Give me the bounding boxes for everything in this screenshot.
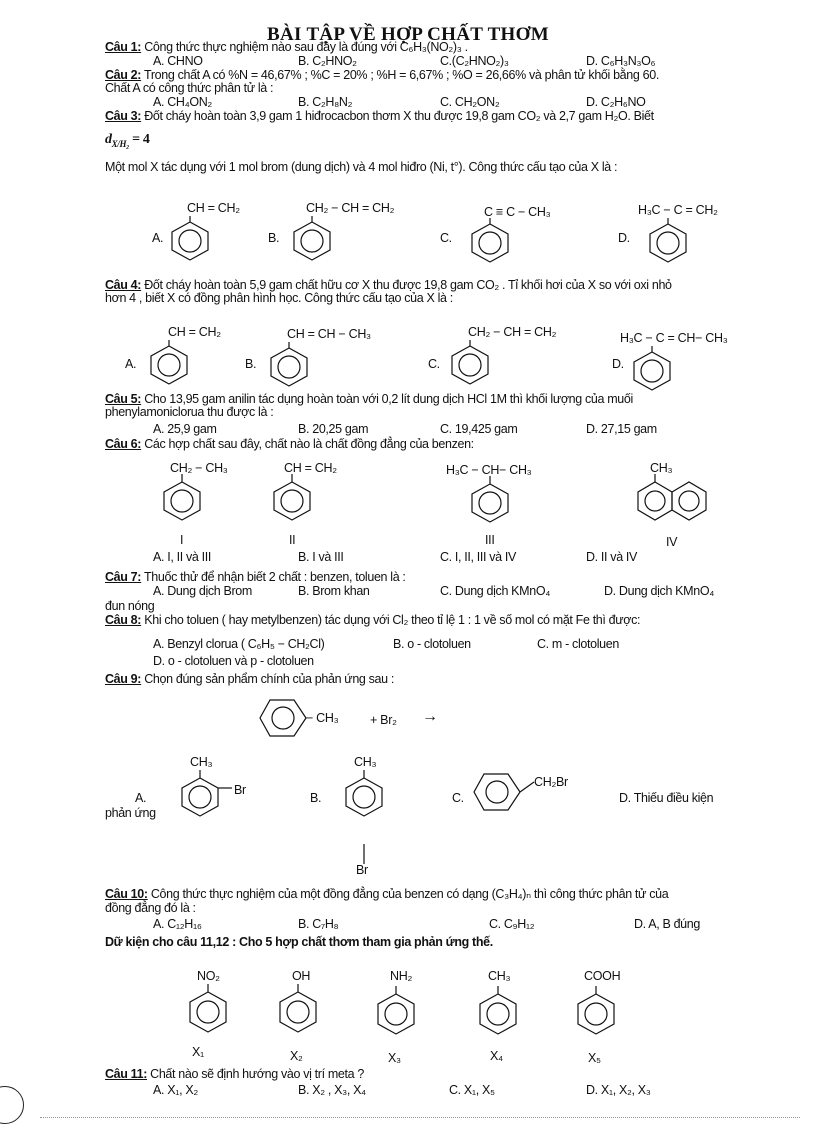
- option-b: B. o - clotoluen: [393, 637, 471, 651]
- benzene-ring-icon: [368, 984, 424, 1044]
- substituent: CH₂ − CH₃: [170, 461, 228, 475]
- question-text-2: phenylamoniclorua thu được là :: [105, 405, 274, 419]
- reactant-bromine: + Br₂: [370, 713, 397, 727]
- option-a: A. X₁, X₂: [153, 1083, 198, 1097]
- methyl-label: CH₃: [190, 755, 213, 769]
- option-b: B. 20,25 gam: [298, 422, 369, 436]
- question-text-2: Chất A có công thức phân tử là :: [105, 81, 274, 95]
- option-c: C. X₁, X₅: [449, 1083, 495, 1097]
- question-text-2: Một mol X tác dụng với 1 mol brom (dung dịch) và 4 mol hiđro (Ni, t°). Công thức cấu tạo của X là :: [105, 160, 618, 174]
- reaction-arrow: →: [422, 708, 438, 725]
- option-d: D. Thiếu điều kiện: [619, 791, 714, 805]
- question-text: Đốt cháy hoàn toàn 3,9 gam 1 hiđrocacbon thơm X thu được 19,8 gam CO₂ và 2,7 gam H₂O. Biết: [144, 109, 654, 123]
- substituent: CH₃: [650, 461, 673, 475]
- question-text: Đốt cháy hoàn toàn 5,9 gam chất hữu cơ X thu được 19,8 gam CO₂ . Tỉ khối hơi của X so với oxi nhỏ: [144, 278, 672, 292]
- compound-name: X₁: [192, 1045, 204, 1059]
- option-a: A. Benzyl clorua ( C₆H₅ − CH₂Cl): [153, 637, 325, 651]
- question-text: Các hợp chất sau đây, chất nào là chất đồng đẳng của benzen:: [144, 437, 474, 451]
- option-b: B. C₂HNO₂: [298, 54, 357, 68]
- page-corner-mark: [0, 1086, 24, 1124]
- option-d: D. 27,15 gam: [586, 422, 657, 436]
- question-label: Câu 5:: [105, 392, 142, 406]
- substituent: H₃C − C = CH₂: [638, 203, 718, 217]
- question-8: [105, 614, 640, 627]
- question-10: [105, 888, 668, 901]
- substituent: H₃C − C = CH− CH₃: [620, 331, 728, 345]
- benzene-ring-icon: [258, 696, 310, 740]
- benzene-ring-icon: [642, 214, 692, 264]
- question-3: [105, 110, 654, 123]
- substituent: OH: [292, 969, 311, 983]
- benzene-ring-icon: [626, 342, 676, 392]
- question-label: Câu 4:: [105, 278, 142, 292]
- question-7: [105, 571, 406, 584]
- option-d-continued: đun nóng: [105, 599, 155, 613]
- substituent: CH = CH₂: [168, 325, 221, 339]
- question-text: Công thức thực nghiệm của một đồng đẳng của benzen có dạng (C₃H₄)ₙ thì công thức phân tử của: [150, 887, 669, 901]
- option-key: A.: [152, 231, 164, 245]
- benzene-ring-icon: [266, 472, 316, 522]
- benzene-ring-icon: [143, 336, 193, 386]
- option-b: B. C₇H₈: [298, 917, 339, 931]
- compound-name: X₄: [490, 1049, 503, 1063]
- option-b-key: B.: [310, 791, 322, 805]
- question-9: [105, 673, 394, 686]
- question-label: Câu 10:: [105, 887, 148, 901]
- question-text: Thuốc thử để nhận biết 2 chất : benzen, toluen là :: [141, 570, 406, 584]
- option-c: C. C₉H₁₂: [489, 917, 535, 931]
- benzene-ring-icon: [568, 984, 624, 1044]
- option-c: C. Dung dịch KMnO₄: [440, 584, 550, 598]
- formula-sub: X/H₂: [111, 138, 129, 149]
- question-label: Câu 11:: [105, 1067, 148, 1081]
- benzene-ring-icon: [336, 766, 396, 876]
- benzene-ring-icon: [180, 982, 236, 1042]
- option-b: B. I và III: [298, 550, 344, 564]
- option-d: D. X₁, X₂, X₃: [586, 1083, 651, 1097]
- benzene-ring-icon: [164, 212, 214, 262]
- bromo-label: Br: [356, 863, 368, 877]
- option-key: D.: [612, 357, 624, 371]
- footer-dotted-line: [40, 1117, 800, 1118]
- substituent: CH = CH − CH₃: [287, 327, 371, 341]
- option-key: D.: [618, 231, 630, 245]
- question-text: Công thức thực nghiệm nào sau đây là đúng với C₆H₃(NO₂)₃ .: [144, 40, 468, 54]
- benzene-ring-icon: [162, 472, 212, 522]
- question-label: Câu 9:: [105, 672, 142, 686]
- substituent: C ≡ C − CH₃: [484, 205, 551, 219]
- option-c: C. m - clotoluen: [537, 637, 619, 651]
- question-text: Khi cho toluen ( hay metylbenzen) tác dụng với Cl₂ theo tỉ lệ 1 : 1 về số mol có mặt Fe thì được:: [144, 613, 641, 627]
- option-a: A. C₁₂H₁₆: [153, 917, 202, 931]
- roman-numeral: IV: [666, 535, 678, 549]
- bromo-label: Br: [234, 783, 246, 797]
- option-a-text: phản ứng: [105, 806, 156, 820]
- benzene-ring-icon: [464, 214, 514, 264]
- question-label: Câu 1:: [105, 40, 142, 54]
- page-title: BÀI TẬP VỀ HỢP CHẤT THƠM: [267, 24, 549, 45]
- option-b: B. Brom khan: [298, 584, 370, 598]
- option-d: D. Dung dịch KMnO₄: [604, 584, 714, 598]
- option-key: C.: [428, 357, 440, 371]
- option-d: D. A, B đúng: [634, 917, 700, 931]
- compound-name: X₃: [388, 1051, 401, 1065]
- formula-d: d: [105, 132, 112, 147]
- option-b: B. C₂H₈N₂: [298, 95, 353, 109]
- option-d: D. C₆H₃N₃O₆: [586, 54, 656, 68]
- benzene-ring-icon: [444, 336, 494, 386]
- substituent: CH₂ − CH = CH₂: [468, 325, 557, 339]
- option-a: A. CHNO: [153, 54, 203, 68]
- benzene-ring-icon: [286, 212, 336, 262]
- methyl-label: CH₃: [354, 755, 377, 769]
- substituent: NH₂: [390, 969, 413, 983]
- question-label: Câu 2:: [105, 68, 142, 82]
- question-1: [105, 41, 468, 54]
- question-text-2: hơn 4 , biết X có đồng phân hình học. Công thức cấu tạo của X là :: [105, 291, 453, 305]
- question-text-2: đồng đẳng đó là :: [105, 901, 196, 915]
- substituent: NO₂: [197, 969, 220, 983]
- question-6: [105, 438, 474, 451]
- compound-name: X₅: [588, 1051, 601, 1065]
- option-a: A. 25,9 gam: [153, 422, 217, 436]
- option-c: C. I, II, III và IV: [440, 550, 517, 564]
- substituent: COOH: [584, 969, 621, 983]
- option-key: A.: [125, 357, 137, 371]
- option-a-key: A.: [135, 791, 147, 805]
- roman-numeral: I: [180, 533, 184, 547]
- option-d: D. C₂H₆NO: [586, 95, 646, 109]
- option-d: D. o - clotoluen và p - clotoluen: [153, 654, 314, 668]
- option-a: A. CH₄ON₂: [153, 95, 212, 109]
- substituent: CH₃: [488, 969, 511, 983]
- reactant-substituent: − CH₃: [306, 711, 339, 725]
- substituent: CH = CH₂: [187, 201, 240, 215]
- question-label: Câu 6:: [105, 437, 142, 451]
- benzene-ring-icon: [470, 984, 526, 1044]
- roman-numeral: III: [485, 533, 495, 547]
- benzene-ring-icon: [263, 338, 313, 388]
- benzene-ring-icon: [270, 982, 326, 1042]
- roman-numeral: II: [289, 533, 296, 547]
- option-key: B.: [268, 231, 280, 245]
- question-text: Trong chất A có %N = 46,67% ; %C = 20% ; %H = 6,67% ; %O = 26,66% và phân tử khối bằng 60.: [144, 68, 659, 82]
- data-note-11-12: Dữ kiện cho câu 11,12 : Cho 5 hợp chất thơm tham gia phản ứng thế.: [105, 935, 493, 949]
- substituent: CH₂ − CH = CH₂: [306, 201, 395, 215]
- question-text: Cho 13,95 gam anilin tác dụng hoàn toàn với 0,2 lít dung dịch HCl 1M thì khối lượng của muối: [144, 392, 633, 406]
- substituent: CH = CH₂: [284, 461, 337, 475]
- formula-eq: = 4: [132, 132, 150, 147]
- option-c: C.(C₂HNO₂)₃: [440, 54, 509, 68]
- option-a: A. I, II và III: [153, 550, 211, 564]
- question-label: Câu 7:: [105, 570, 142, 584]
- option-c-key: C.: [452, 791, 464, 805]
- substituent: CH₂Br: [534, 775, 568, 789]
- question-11: [105, 1068, 364, 1081]
- option-d: D. II và IV: [586, 550, 638, 564]
- density-formula: [105, 133, 150, 151]
- question-text: Chọn đúng sản phẩm chính của phản ứng sau :: [144, 672, 394, 686]
- question-text: Chất nào sẽ định hướng vào vị trí meta ?: [150, 1067, 364, 1081]
- option-key: C.: [440, 231, 452, 245]
- substituent: H₃C − CH− CH₃: [446, 463, 532, 477]
- option-c: C. 19,425 gam: [440, 422, 518, 436]
- question-label: Câu 3:: [105, 109, 142, 123]
- option-key: B.: [245, 357, 257, 371]
- option-a: A. Dung dịch Brom: [153, 584, 252, 598]
- option-b: B. X₂ , X₃, X₄: [298, 1083, 366, 1097]
- question-label: Câu 8:: [105, 613, 142, 627]
- benzene-ring-icon: [464, 474, 514, 524]
- option-c: C. CH₂ON₂: [440, 95, 500, 109]
- compound-name: X₂: [290, 1049, 303, 1063]
- naphthalene-ring-icon: [628, 472, 708, 522]
